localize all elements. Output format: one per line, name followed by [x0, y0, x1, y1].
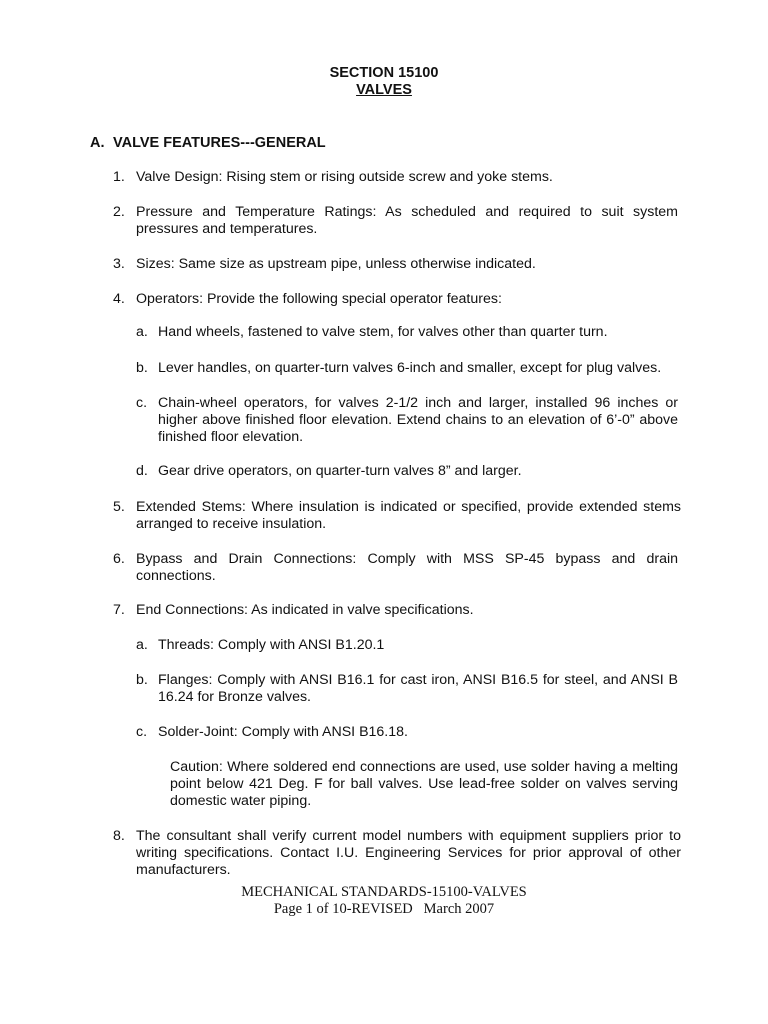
footer-line-2: Page 1 of 10-REVISED March 2007	[273, 901, 495, 917]
sub-item-text: Solder-Joint: Comply with ANSI B16.18.	[158, 724, 408, 740]
sub-item-text: Lever handles, on quarter-turn valves 6-inch and smaller, except for plug valves.	[158, 360, 662, 376]
footer-line-1: MECHANICAL STANDARDS-15100-VALVES	[241, 884, 527, 900]
item-text: Operators: Provide the following special operator features:	[136, 291, 502, 307]
item-text: Valve Design: Rising stem or rising outside screw and yoke stems.	[136, 169, 553, 185]
item-number: 2.	[113, 204, 125, 220]
sub-item-letter: a.	[136, 637, 148, 653]
sub-item-letter: b.	[136, 672, 148, 688]
sub-item-letter: c.	[136, 724, 148, 740]
subsection-heading	[90, 135, 326, 152]
subsection-title: VALVE FEATURES---GENERAL	[113, 135, 326, 151]
item-text: Bypass and Drain Connections: Comply with MSS SP-45 bypass and drain connections.	[136, 551, 678, 584]
item-number: 1.	[113, 169, 125, 185]
sub-item-text: Flanges: Comply with ANSI B16.1 for cast iron, ANSI B16.5 for steel, and ANSI B 16.24 for Bronze valves.	[158, 672, 678, 705]
subsection-letter: A.	[90, 135, 105, 151]
item-number: 3.	[113, 256, 125, 272]
item-text: Extended Stems: Where insulation is indicated or specified, provide extended stems arranged to receive insulation.	[136, 499, 681, 532]
sub-item-text: Gear drive operators, on quarter-turn valves 8” and larger.	[158, 463, 522, 479]
item-text: End Connections: As indicated in valve specifications.	[136, 602, 474, 618]
item-text: The consultant shall verify current model numbers with equipment suppliers prior to writing specifications. Contact I.U. Engineering Services for prior approval of other manufacturers.	[136, 828, 681, 878]
sub-item-letter: b.	[136, 360, 148, 376]
sub-item-text: Threads: Comply with ANSI B1.20.1	[158, 637, 385, 653]
sub-item-letter: d.	[136, 463, 148, 479]
item-number: 8.	[113, 828, 125, 844]
item-number: 7.	[113, 602, 125, 618]
item-number: 4.	[113, 291, 125, 307]
item-text: Sizes: Same size as upstream pipe, unless otherwise indicated.	[136, 256, 536, 272]
section-number: SECTION 15100	[329, 65, 439, 81]
sub-item-letter: c.	[136, 395, 148, 411]
item-number: 6.	[113, 551, 125, 567]
sub-item-letter: a.	[136, 324, 148, 340]
caution-note: Caution: Where soldered end connections are used, use solder having a melting point below 421 Deg. F for ball valves. Use lead-free solder on valves serving domestic water piping.	[170, 759, 678, 809]
sub-item-text: Hand wheels, fastened to valve stem, for valves other than quarter turn.	[158, 324, 608, 340]
section-title: VALVES	[356, 82, 412, 98]
item-number: 5.	[113, 499, 125, 515]
item-text: Pressure and Temperature Ratings: As scheduled and required to suit system pressures and temperatures.	[136, 204, 678, 237]
sub-item-text: Chain-wheel operators, for valves 2-1/2 inch and larger, installed 96 inches or higher above finished floor elevation. Extend chains to an elevation of 6’-0” above finished floor elevation.	[158, 395, 678, 445]
